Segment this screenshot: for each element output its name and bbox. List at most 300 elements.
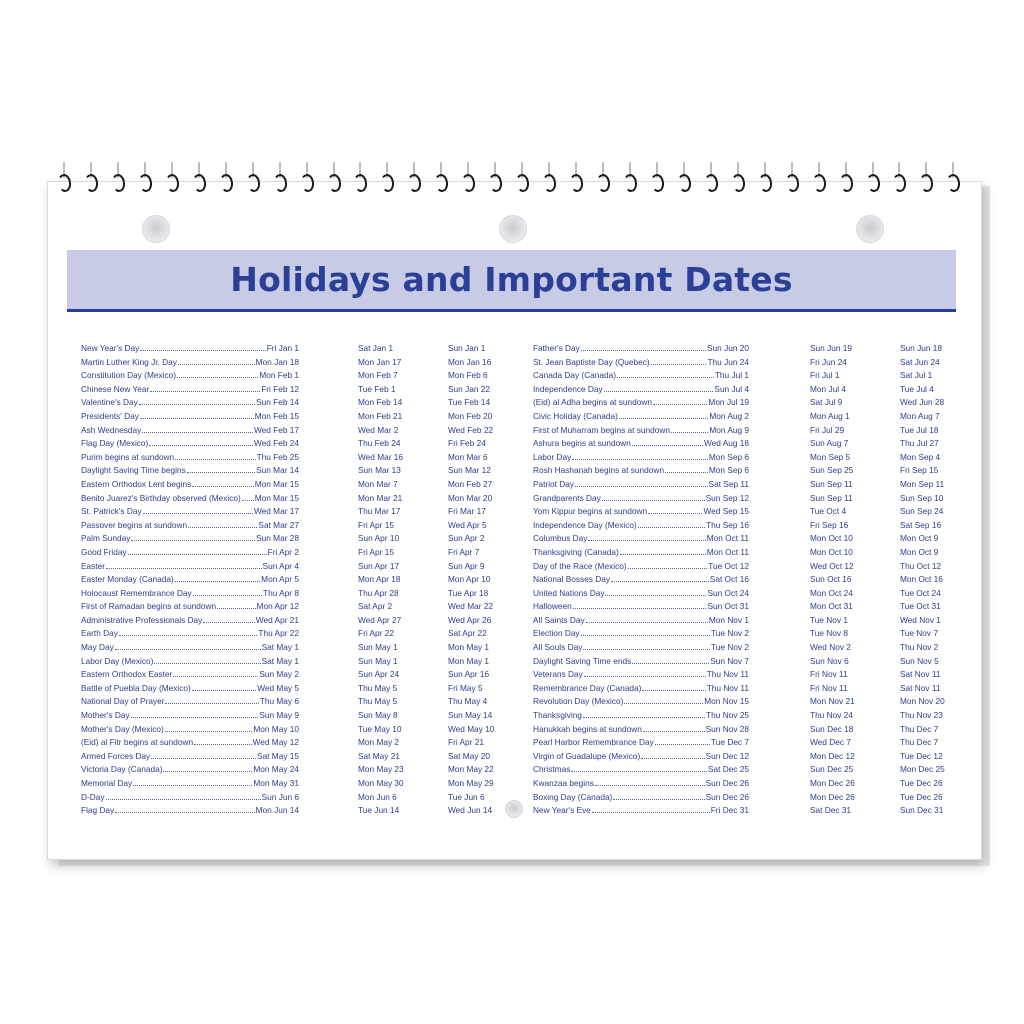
date-year-2: Mon Apr 18 (358, 574, 401, 585)
coil-ring (353, 173, 368, 193)
holiday-row (533, 587, 749, 601)
dot-leader (242, 500, 254, 501)
holiday-name: Thanksgiving (Canada) (533, 546, 619, 557)
date-year-2: Fri Apr 15 (358, 519, 394, 530)
date-year-2: Sun Sep 11 (810, 478, 853, 489)
coil-ring (299, 173, 314, 193)
date-year-2: Mon Oct 24 (810, 587, 853, 598)
binding-coil (651, 162, 663, 194)
date-year-2: Mon Feb 7 (358, 370, 398, 381)
holiday-row (81, 655, 299, 669)
holiday-row (533, 424, 749, 438)
dot-leader (586, 622, 708, 623)
holiday-name: National Day of Prayer (81, 696, 165, 707)
date-year-3: Sun Sep 10 (900, 492, 944, 503)
holiday-row (81, 383, 299, 397)
date-year-3: Sun Apr 9 (448, 560, 485, 571)
binding-coil (867, 162, 879, 194)
dot-leader (581, 350, 706, 351)
dot-leader (131, 540, 255, 541)
dot-leader (163, 771, 252, 772)
holiday-row (533, 668, 749, 682)
left-year3-column (448, 342, 528, 818)
date-year-1: Sun May 9 (259, 710, 299, 721)
holiday-name: Easter Monday (Canada) (81, 574, 174, 585)
date-year-1: Mon Oct 11 (706, 546, 749, 557)
date-year-3: Tue Dec 12 (900, 750, 943, 761)
holiday-row (533, 560, 749, 574)
holiday-name: Mother's Day (Mexico) (81, 723, 164, 734)
holiday-name: Revolution Day (Mexico) (533, 696, 624, 707)
date-year-2: Thu Feb 24 (358, 438, 401, 449)
date-year-1: Mon Mar 15 (254, 478, 299, 489)
dot-leader (653, 404, 707, 405)
holiday-row (81, 614, 299, 628)
dot-leader (595, 785, 705, 786)
date-year-3: Mon Dec 25 (900, 764, 945, 775)
binding-coil (570, 162, 582, 194)
date-year-2: Thu Nov 24 (810, 710, 853, 721)
date-year-2: Sat Jan 1 (358, 343, 394, 353)
holiday-name: Flag Day (Mexico) (81, 438, 149, 449)
date-year-3: Tue Oct 31 (900, 601, 941, 612)
holiday-row (533, 573, 749, 587)
dot-leader (173, 676, 258, 677)
binding-coil (516, 162, 528, 194)
holiday-name: D-Day (81, 791, 105, 802)
holiday-row (533, 750, 749, 764)
dot-leader (581, 635, 710, 636)
date-year-1: Tue Dec 7 (711, 737, 749, 748)
date-year-1: Mon Nov 1 (708, 614, 749, 625)
coil-ring (569, 173, 584, 193)
dot-leader (665, 472, 708, 473)
date-year-2: Mon Mar 21 (358, 492, 403, 503)
dot-leader (149, 445, 253, 446)
date-year-3: Sat Jul 1 (900, 370, 933, 381)
dot-leader (671, 432, 708, 433)
date-year-3: Fri Apr 7 (448, 546, 480, 557)
holiday-name: Kwanzaa begins (533, 778, 594, 788)
binding-coil (840, 162, 852, 194)
date-year-3: Mon Sep 11 (900, 478, 945, 489)
holiday-name: All Souls Day (533, 642, 583, 653)
holiday-row (533, 723, 749, 737)
dot-leader (613, 799, 704, 800)
binding-coil (786, 162, 798, 194)
date-year-3: Tue Dec 26 (900, 778, 943, 788)
holiday-name: Holocaust Remembrance Day (81, 587, 192, 598)
date-year-2: Thu May 5 (358, 682, 398, 693)
date-year-2: Wed Oct 12 (810, 560, 854, 571)
holiday-row (533, 505, 749, 519)
date-year-3: Mon May 22 (448, 764, 494, 775)
holiday-row (81, 750, 299, 764)
binding-coil (112, 162, 124, 194)
date-year-2: Mon Oct 31 (810, 601, 853, 612)
holiday-row (81, 695, 299, 709)
binding-coil (732, 162, 744, 194)
holiday-row (533, 546, 749, 560)
date-year-1: Thu Apr 22 (258, 628, 299, 639)
date-year-2: Mon Dec 12 (810, 750, 855, 761)
binding-coil (435, 162, 447, 194)
date-year-3: Mon Jan 16 (448, 356, 492, 367)
holiday-row (81, 437, 299, 451)
date-year-3: Fri May 5 (448, 682, 483, 693)
date-year-3: Mon Sep 4 (900, 451, 941, 462)
coil-ring (434, 173, 449, 193)
date-year-1: Sun Dec 26 (705, 778, 749, 788)
dot-leader (592, 812, 710, 813)
holiday-name: Election Day (533, 628, 580, 639)
holiday-name: Battle of Puebla Day (Mexico) (81, 682, 191, 693)
dot-leader (115, 812, 254, 813)
date-year-3: Sun Jun 18 (900, 343, 942, 353)
date-year-2: Mon Dec 26 (810, 791, 855, 802)
dot-leader (154, 663, 260, 664)
coil-ring (515, 173, 530, 193)
date-year-2: Sun Apr 10 (358, 533, 400, 544)
coil-ring (811, 173, 826, 193)
dot-leader (175, 459, 255, 460)
holiday-name: Easter (81, 560, 105, 571)
date-year-2: Mon Oct 10 (810, 546, 853, 557)
holiday-row (533, 369, 749, 383)
holiday-name: Hanukkah begins at sundown (533, 723, 642, 734)
holiday-row (81, 369, 299, 383)
holiday-name: Day of the Race (Mexico) (533, 560, 627, 571)
date-year-2: Mon Mar 7 (358, 478, 398, 489)
date-year-1: Thu Apr 8 (263, 587, 299, 598)
dot-leader (106, 799, 261, 800)
dot-leader (128, 554, 267, 555)
date-year-2: Fri Jun 24 (810, 356, 847, 367)
date-year-3: Wed Mar 22 (448, 601, 494, 612)
holiday-row (533, 641, 749, 655)
date-year-1: Mon Aug 9 (709, 424, 749, 435)
date-year-3: Tue Jul 4 (900, 383, 934, 394)
date-year-1: Mon May 10 (253, 723, 299, 734)
holiday-name: Eastern Orthodox Easter (81, 669, 173, 680)
holiday-row (81, 682, 299, 696)
coil-ring (111, 173, 126, 193)
binding-coil (678, 162, 690, 194)
coil-ring (488, 173, 503, 193)
holiday-row (81, 464, 299, 478)
date-year-1: Fri Dec 31 (710, 805, 749, 816)
holiday-row (81, 709, 299, 723)
date-year-1: Tue Nov 2 (711, 628, 749, 639)
holiday-row (533, 383, 749, 397)
punch-hole-center (499, 215, 527, 243)
date-year-3: Sun Mar 12 (448, 465, 491, 476)
date-year-3: Wed Jun 28 (900, 397, 945, 408)
holiday-name: Rosh Hashanah begins at sundown (533, 465, 664, 476)
holiday-row (81, 560, 299, 574)
date-year-2: Thu Apr 28 (358, 587, 399, 598)
holiday-row (81, 763, 299, 777)
holiday-name: Purim begins at sundown (81, 451, 175, 462)
holiday-row (81, 356, 299, 370)
holiday-name: Armed Forces Day (81, 750, 151, 761)
date-year-3: Thu Oct 12 (900, 560, 942, 571)
date-year-2: Tue May 10 (358, 723, 402, 734)
holiday-name: Remembrance Day (Canada) (533, 682, 642, 693)
date-year-3: Fri Mar 17 (448, 506, 486, 517)
date-year-1: Mon May 31 (253, 778, 299, 788)
binding-coil (489, 162, 501, 194)
dot-leader (584, 676, 706, 677)
holiday-row (81, 736, 299, 750)
date-year-1: Mon Feb 1 (259, 370, 299, 381)
date-year-2: Tue Nov 1 (810, 614, 848, 625)
holiday-row (533, 695, 749, 709)
holiday-name: Ashura begins at sundown (533, 438, 631, 449)
date-year-3: Mon Mar 20 (448, 492, 493, 503)
date-year-2: Sat Jul 9 (810, 397, 843, 408)
date-year-3: Sun Dec 31 (900, 805, 944, 816)
date-year-3: Tue Apr 18 (448, 587, 489, 598)
date-year-1: Wed Mar 17 (253, 506, 299, 517)
date-year-1: Mon May 24 (253, 764, 299, 775)
holiday-name: St. Patrick's Day (81, 506, 142, 517)
dot-leader (217, 608, 255, 609)
date-year-3: Sun Jan 22 (448, 383, 490, 394)
coil-ring (192, 173, 207, 193)
holiday-row (533, 532, 749, 546)
date-year-1: Sun May 2 (259, 669, 299, 680)
date-year-1: Wed May 12 (252, 737, 299, 748)
date-year-1: Thu Feb 25 (256, 451, 299, 462)
date-year-1: Sun Oct 31 (707, 601, 749, 612)
holiday-name: First of Muharram begins at sundown (533, 424, 670, 435)
holiday-row (81, 600, 299, 614)
holiday-name: Ash Wednesday (81, 424, 142, 435)
dot-leader (604, 391, 714, 392)
date-year-2: Sun Oct 16 (810, 574, 852, 585)
holiday-name: Daylight Saving Time begins (81, 465, 186, 476)
left-year2-column (358, 342, 438, 818)
holiday-name: Grandparents Day (533, 492, 601, 503)
date-year-1: Fri Jan 1 (266, 343, 299, 353)
date-year-3: Sun May 14 (448, 710, 493, 721)
binding-coil (705, 162, 717, 194)
binding-coil (813, 162, 825, 194)
date-year-2: Sun May 8 (358, 710, 398, 721)
coil-ring (731, 173, 746, 193)
dot-leader (177, 377, 258, 378)
right-holiday-column (533, 342, 749, 818)
holiday-row (533, 709, 749, 723)
date-year-3: Mon Feb 27 (448, 478, 493, 489)
holiday-name: Independence Day (533, 383, 603, 394)
coil-ring (138, 173, 153, 193)
holiday-row (533, 410, 749, 424)
coil-ring (650, 173, 665, 193)
date-year-1: Tue Nov 2 (711, 642, 749, 653)
holiday-name: Good Friday (81, 546, 127, 557)
date-year-3: Fri Sep 15 (900, 465, 939, 476)
dot-leader (187, 472, 255, 473)
coil-ring (784, 173, 799, 193)
date-year-2: Fri Sep 16 (810, 519, 849, 530)
date-year-3: Wed Jun 14 (448, 805, 493, 816)
holiday-row (533, 736, 749, 750)
date-year-3: Wed Feb 22 (448, 424, 494, 435)
date-year-1: Wed Sep 15 (703, 506, 749, 517)
dot-leader (655, 744, 710, 745)
holiday-name: Columbus Day (533, 533, 588, 544)
binding-coil (893, 162, 905, 194)
binding-coil (274, 162, 286, 194)
binding-coil (597, 162, 609, 194)
date-year-3: Tue Jun 6 (448, 791, 485, 802)
holiday-name: Veterans Day (533, 669, 583, 680)
date-year-1: Mon Jun 14 (255, 805, 299, 816)
date-year-1: Sat May 15 (257, 750, 299, 761)
dot-leader (192, 690, 256, 691)
coil-ring (542, 173, 557, 193)
date-year-3: Sat Nov 11 (900, 682, 941, 693)
holiday-row (81, 627, 299, 641)
date-year-1: Wed Aug 18 (703, 438, 749, 449)
date-year-1: Sun Mar 28 (256, 533, 299, 544)
holiday-row (533, 682, 749, 696)
holiday-name: First of Ramadan begins at sundown (81, 601, 217, 612)
dot-leader (632, 445, 703, 446)
holiday-name: Pearl Harbor Remembrance Day (533, 737, 654, 748)
holiday-name: Civic Holiday (Canada) (533, 410, 618, 421)
coil-ring (757, 173, 772, 193)
dot-leader (583, 649, 710, 650)
date-year-1: Wed Feb 24 (253, 438, 299, 449)
binding-coil (408, 162, 420, 194)
holiday-row (81, 777, 299, 791)
dot-leader (188, 527, 257, 528)
date-year-1: Sun Nov 7 (710, 655, 749, 666)
holiday-name: New Year's Day (81, 343, 140, 353)
date-year-3: Sat Apr 22 (448, 628, 487, 639)
date-year-2: Sun Nov 6 (810, 655, 849, 666)
date-year-1: Mon Apr 5 (261, 574, 299, 585)
date-year-3: Sat Sep 16 (900, 519, 942, 530)
holiday-row (533, 777, 749, 791)
dot-leader (178, 364, 255, 365)
holiday-name: United Nations Day (533, 587, 605, 598)
date-year-1: Sun Dec 12 (705, 750, 749, 761)
holiday-name: Presidents' Day (81, 410, 139, 421)
dot-leader (192, 486, 253, 487)
coil-ring (596, 173, 611, 193)
date-year-3: Sat May 20 (448, 750, 490, 761)
dot-leader (611, 581, 709, 582)
date-year-3: Tue Nov 7 (900, 628, 938, 639)
dot-leader (588, 540, 705, 541)
binding-coil (328, 162, 340, 194)
holiday-row (81, 587, 299, 601)
date-year-2: Tue Nov 8 (810, 628, 848, 639)
date-year-2: Sun Aug 7 (810, 438, 849, 449)
dot-leader (575, 486, 708, 487)
date-year-2: Mon Nov 21 (810, 696, 855, 707)
dot-leader (203, 622, 255, 623)
date-year-3: Thu Dec 7 (900, 723, 939, 734)
right-year2-column (810, 342, 890, 818)
holiday-name: Yom Kippur begins at sundown (533, 506, 648, 517)
date-year-2: Mon May 23 (358, 764, 404, 775)
punch-hole-left (142, 215, 170, 243)
date-year-2: Sat May 21 (358, 750, 400, 761)
date-year-2: Mon Feb 14 (358, 397, 403, 408)
date-year-3: Wed Nov 1 (900, 614, 941, 625)
holiday-name: Christmas (533, 764, 571, 775)
date-year-1: Mon Feb 15 (254, 410, 299, 421)
holiday-row (533, 519, 749, 533)
date-year-2: Mon Jul 4 (810, 383, 846, 394)
date-year-3: Mon Oct 9 (900, 546, 939, 557)
date-year-2: Mon Sep 5 (810, 451, 851, 462)
date-year-2: Sat Dec 31 (810, 805, 852, 816)
holiday-name: Thanksgiving (533, 710, 582, 721)
date-year-1: Sun Feb 14 (256, 397, 299, 408)
holiday-row (533, 396, 749, 410)
dot-leader (150, 391, 260, 392)
dot-leader (619, 418, 708, 419)
holiday-name: Earth Day (81, 628, 118, 639)
date-year-3: Mon May 1 (448, 655, 490, 666)
coil-ring (892, 173, 907, 193)
date-year-3: Mon Nov 20 (900, 696, 945, 707)
dot-leader (165, 703, 258, 704)
dot-leader (151, 758, 256, 759)
coil-ring (165, 173, 180, 193)
date-year-3: Mon May 29 (448, 778, 494, 788)
holiday-row (533, 356, 749, 370)
date-year-2: Mon Oct 10 (810, 533, 853, 544)
dot-leader (106, 568, 262, 569)
dot-leader (583, 717, 705, 718)
date-year-3: Thu Jul 27 (900, 438, 939, 449)
holiday-row (81, 519, 299, 533)
holiday-name: Benito Juarez's Birthday observed (Mexico) (81, 492, 241, 503)
binding-coil (462, 162, 474, 194)
date-year-3: Thu Nov 23 (900, 710, 943, 721)
holiday-row (81, 668, 299, 682)
binding-coil (58, 162, 70, 194)
holiday-name: Eastern Orthodox Lent begins (81, 478, 192, 489)
date-year-2: Sun Dec 25 (810, 764, 854, 775)
date-year-3: Mon Mar 6 (448, 451, 488, 462)
holiday-name: Administrative Professionals Day (81, 614, 203, 625)
coil-ring (407, 173, 422, 193)
coil-ring (865, 173, 880, 193)
date-year-2: Tue Oct 4 (810, 506, 847, 517)
date-year-2: Sun Mar 13 (358, 465, 401, 476)
title-banner (67, 250, 956, 312)
date-year-3: Wed May 10 (448, 723, 495, 734)
holiday-name: Boxing Day (Canada) (533, 791, 613, 802)
holiday-row (81, 573, 299, 587)
holiday-name: (Eid) al Fitr begins at sundown (81, 737, 194, 748)
holiday-name: May Day (81, 642, 114, 653)
holiday-name: Independence Day (Mexico) (533, 519, 637, 530)
date-year-3: Wed Apr 26 (448, 614, 492, 625)
date-year-2: Wed Apr 27 (358, 614, 402, 625)
date-year-2: Mon Jan 17 (358, 356, 402, 367)
date-year-2: Wed Nov 2 (810, 642, 851, 653)
coil-ring (623, 173, 638, 193)
